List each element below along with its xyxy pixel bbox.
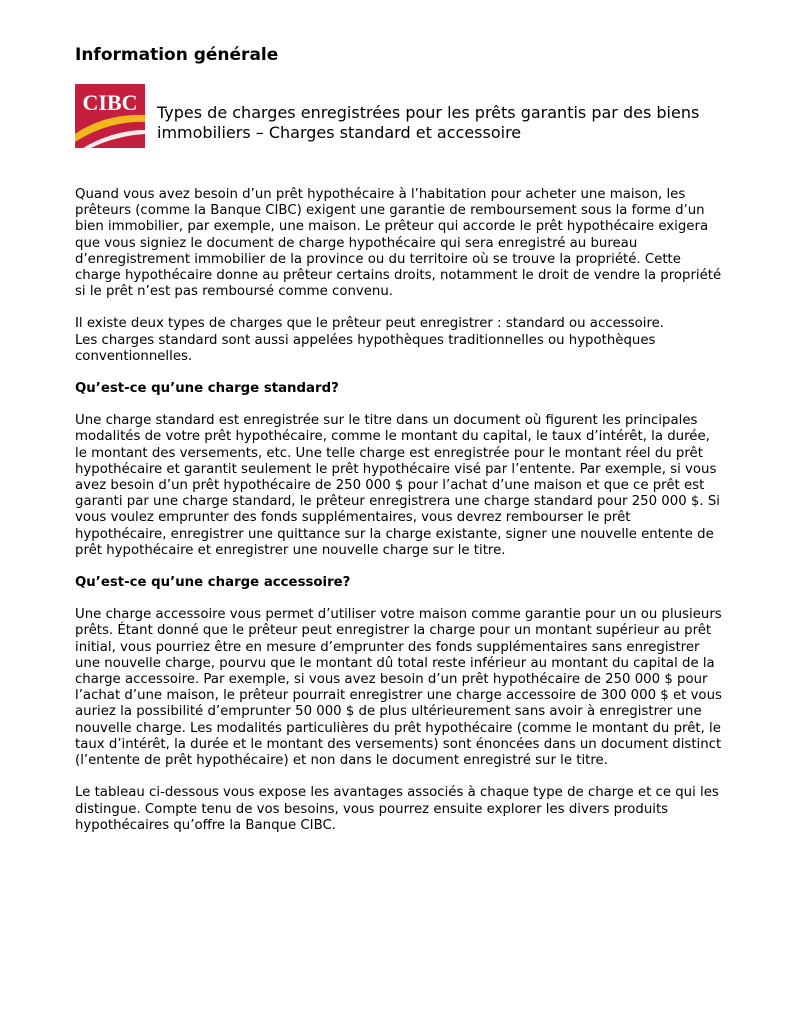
document-body: [75, 187, 725, 850]
logo-text: CIBC: [82, 90, 138, 115]
types-sentence: Il existe deux types de charges que le prêteur peut enregistrer : standard ou accessoire.: [75, 316, 665, 332]
types-paragraph: [75, 316, 725, 365]
document-title-line2: immobiliers – Charges standard et accessoire: [157, 123, 522, 142]
standard-alias-sentence: Les charges standard sont aussi appelées hypothèques traditionnelles ou hypothèques conventionnelles.: [75, 332, 656, 364]
closing-paragraph: Le tableau ci-dessous vous expose les avantages associés à chaque type de charge et ce qui les distingue. Compte tenu de vos besoins, vous pourrez ensuite explorer les divers produits hypothécaires qu’offre la Banque CIBC.: [75, 785, 719, 833]
accessory-paragraph: Une charge accessoire vous permet d’utiliser votre maison comme garantie pour un ou plusieurs prêts. Étant donné que le prêteur peut enregistrer la charge pour un montant supérieur au prêt initial, vous pourriez être en mesure d’emprunter des fonds supplémentaires sans enregistrer une nouvelle charge, pourvu que le montant dû total reste inférieur au montant du capital de la charge accessoire. Par exemple, si vous avez besoin d’un prêt hypothécaire de 250 000 $ pour l’achat d’une maison, le prêteur pourrait enregistrer une charge accessoire de 300 000 $ et vous auriez la possibilité d’emprunter 50 000 $ de plus ultérieurement sans avoir à enregistrer une nouvelle charge. Les modalités particulières du prêt hypothécaire (comme le montant du prêt, le taux d’intérêt, la durée et le montant des versements) sont énoncées dans un document distinct (l’entente de prêt hypothécaire) et non dans le document enregistré sur le titre.: [75, 607, 722, 769]
intro-paragraph: Quand vous avez besoin d’un prêt hypothécaire à l’habitation pour acheter une maison, les prêteurs (comme la Banque CIBC) exigent une garantie de remboursement sous la forme d’un bien immobilier, par exemple, une maison. Le prêteur qui accorde le prêt hypothécaire exigera que vous signiez le document de charge hypothécaire qui sera enregistré au bureau d’enregistrement immobilier de la province ou du territoire où se trouve la propriété. Cette charge hypothécaire donne au prêteur certains droits, notamment le droit de vendre la propriété si le prêt n’est pas remboursé comme convenu.: [75, 187, 722, 300]
standard-heading: Qu’est-ce qu’une charge standard?: [75, 381, 339, 397]
accessory-heading: Qu’est-ce qu’une charge accessoire?: [75, 575, 351, 591]
cibc-logo-icon: [75, 84, 145, 148]
document-title: [157, 103, 737, 143]
document-title-line1: Types de charges enregistrées pour les prêts garantis par des biens: [157, 103, 700, 122]
standard-paragraph: Une charge standard est enregistrée sur le titre dans un document où figurent les principales modalités de votre prêt hypothécaire, comme le montant du capital, le taux d’intérêt, la durée, le montant des versements, etc. Une telle charge est enregistrée pour le montant réel du prêt hypothécaire et garantit seulement le prêt hypothécaire visé par l’entente. Par exemple, si vous avez besoin d’un prêt hypothécaire de 250 000 $ pour l’achat d’une maison et que ce prêt est garanti par une charge standard, le prêteur enregistrera une charge standard pour 250 000 $. Si vous voulez emprunter des fonds supplémentaires, vous devrez rembourser le prêt hypothécaire, enregistrer une quittance sur la charge existante, signer une nouvelle entente de prêt hypothécaire et enregistrer une nouvelle charge sur le titre.: [75, 413, 720, 558]
section-heading: Information générale: [75, 45, 279, 65]
